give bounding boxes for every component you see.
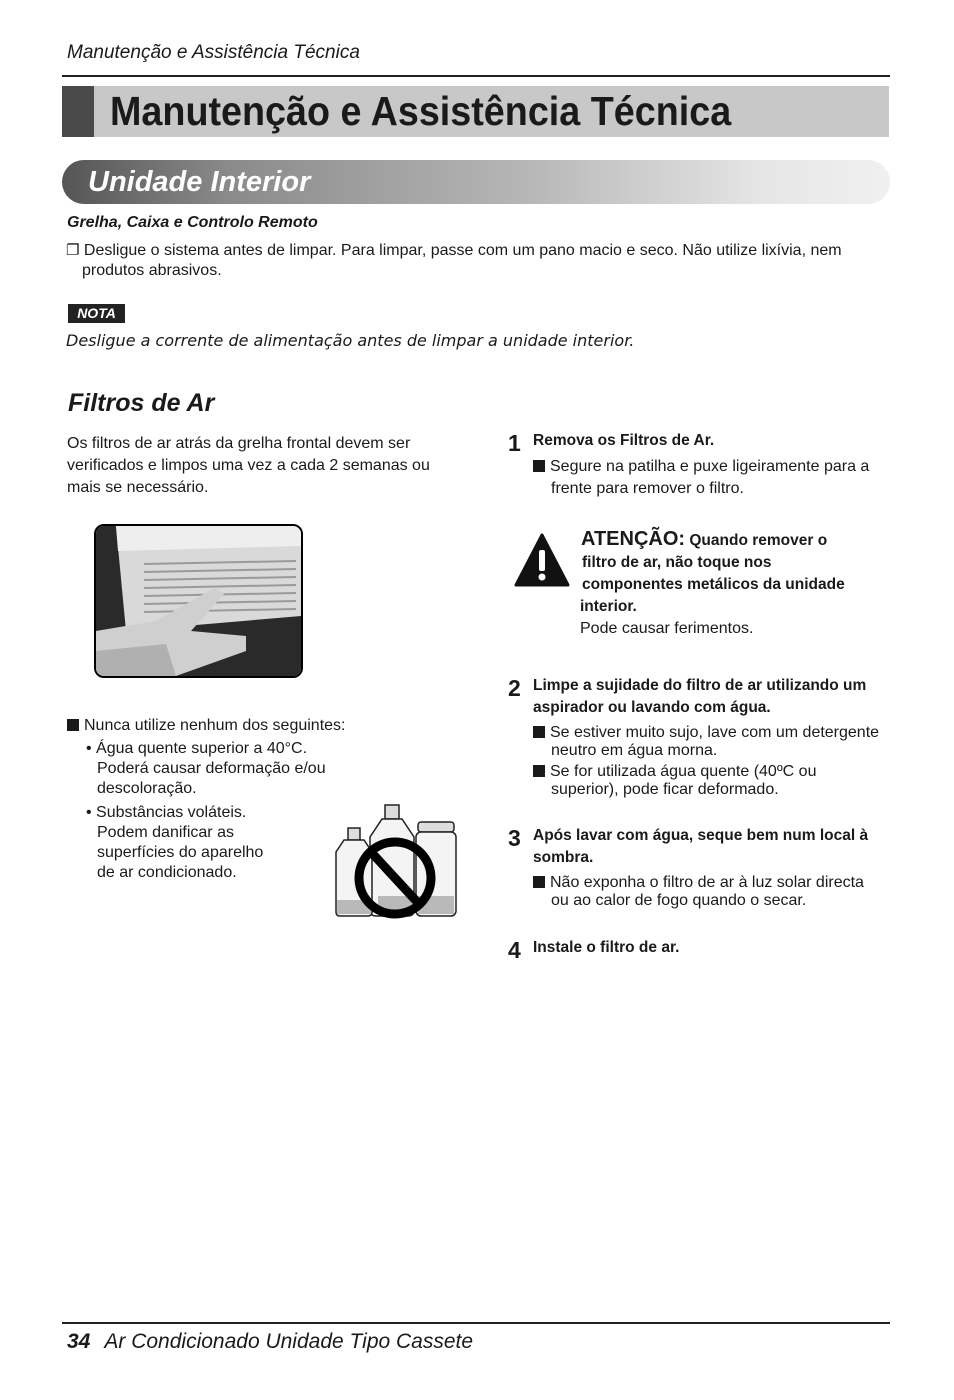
- caution-line: componentes metálicos da unidade: [582, 576, 845, 593]
- never-line: • Água quente superior a 40°C.: [86, 740, 308, 757]
- caution-line: interior.: [580, 598, 637, 615]
- grille-heading: Grelha, Caixa e Controlo Remoto: [67, 214, 318, 231]
- bullet-line: Se estiver muito sujo, lave com um detergente: [550, 724, 880, 741]
- bullet-line: ou ao calor de fogo quando o secar.: [551, 892, 807, 909]
- never-line: • Substâncias voláteis.: [86, 804, 247, 821]
- bullet-icon: [533, 460, 545, 472]
- step-2-bullet-1: [533, 724, 879, 760]
- never-use-item-volatile: [86, 803, 263, 883]
- bullet-line: frente para remover o filtro.: [551, 480, 744, 497]
- bullet-line: Se for utilizada água quente (40ºC ou: [550, 763, 817, 780]
- bullet-line: Segure na patilha e puxe ligeiramente para a: [550, 458, 870, 475]
- section-banner: [62, 160, 890, 204]
- step-4-number: 4: [508, 937, 521, 963]
- bullet-line: neutro em água morna.: [551, 742, 718, 759]
- no-chemicals-icon: [330, 800, 460, 920]
- filters-heading: Filtros de Ar: [68, 389, 215, 417]
- step-1-title: Remova os Filtros de Ar.: [533, 432, 715, 449]
- title-line: sombra.: [533, 849, 594, 866]
- footer-title: Ar Condicionado Unidade Tipo Cassete: [104, 1330, 474, 1353]
- intro-line: mais se necessário.: [67, 479, 209, 496]
- note-badge: NOTA: [68, 304, 125, 323]
- step-1-number: 1: [508, 430, 521, 456]
- filters-intro: [67, 433, 430, 499]
- caution-label: ATENÇÃO:: [581, 528, 686, 550]
- title-marker: [62, 86, 94, 137]
- checkbox-icon: ❐: [66, 242, 80, 259]
- note-text: Desligue a corrente de alimentação antes de limpar a unidade interior.: [66, 331, 635, 350]
- caution-line: filtro de ar, não toque nos: [582, 554, 772, 571]
- warning-icon: [514, 533, 570, 592]
- bullet-icon: [533, 876, 545, 888]
- step-3-number: 3: [508, 825, 521, 851]
- title-line: Após lavar com água, seque bem num local à: [533, 827, 869, 844]
- filter-removal-photo: [94, 524, 303, 678]
- bullet-line: Não exponha o filtro de ar à luz solar directa: [550, 874, 864, 891]
- footer: [67, 1330, 473, 1354]
- title-line: Limpe a sujidade do filtro de ar utilizando um: [533, 677, 867, 694]
- never-line: Podem danificar as: [97, 824, 234, 841]
- caution-text: [581, 528, 845, 618]
- running-header: Manutenção e Assistência Técnica: [67, 42, 360, 63]
- step-4-title: Instale o filtro de ar.: [533, 939, 680, 956]
- never-line: Poderá causar deformação e/ou: [97, 760, 326, 777]
- bullet-icon: [533, 726, 545, 738]
- never-line: superfícies do aparelho: [97, 844, 264, 861]
- grille-text: [66, 241, 842, 281]
- grille-text-line1: Desligue o sistema antes de limpar. Para limpar, passe com um pano macio e seco. Não utilize lixívia, nem: [83, 242, 842, 259]
- step-3-title: [533, 825, 868, 869]
- never-use-item-hot-water: [86, 739, 326, 799]
- bullet-line: superior), pode ficar deformado.: [551, 781, 779, 798]
- title-line: aspirador ou lavando com água.: [533, 699, 771, 716]
- page-title: Manutenção e Assistência Técnica: [110, 88, 732, 134]
- intro-line: verificados e limpos uma vez a cada 2 semanas ou: [67, 457, 430, 474]
- section-title: Unidade Interior: [88, 166, 311, 198]
- footer-rule: [62, 1322, 890, 1324]
- bullet-icon: [67, 719, 79, 731]
- page-title-bar: [62, 86, 889, 137]
- never-use-title-text: Nunca utilize nenhum dos seguintes:: [84, 717, 346, 734]
- step-2-number: 2: [508, 675, 521, 701]
- grille-text-line2: produtos abrasivos.: [82, 262, 222, 279]
- never-use-title: [67, 716, 346, 736]
- caution-line: Quando remover o: [689, 532, 828, 549]
- never-line: descoloração.: [97, 780, 197, 797]
- header-rule: [62, 75, 890, 77]
- step-2-title: [533, 675, 866, 719]
- step-1-bullet: [533, 456, 869, 500]
- caution-note: Pode causar ferimentos.: [580, 620, 754, 637]
- intro-line: Os filtros de ar atrás da grelha frontal devem ser: [67, 435, 411, 452]
- page-number: 34: [67, 1330, 91, 1353]
- bullet-icon: [533, 765, 545, 777]
- step-3-bullet: [533, 874, 864, 910]
- step-2-bullet-2: [533, 763, 816, 799]
- never-line: de ar condicionado.: [97, 864, 237, 881]
